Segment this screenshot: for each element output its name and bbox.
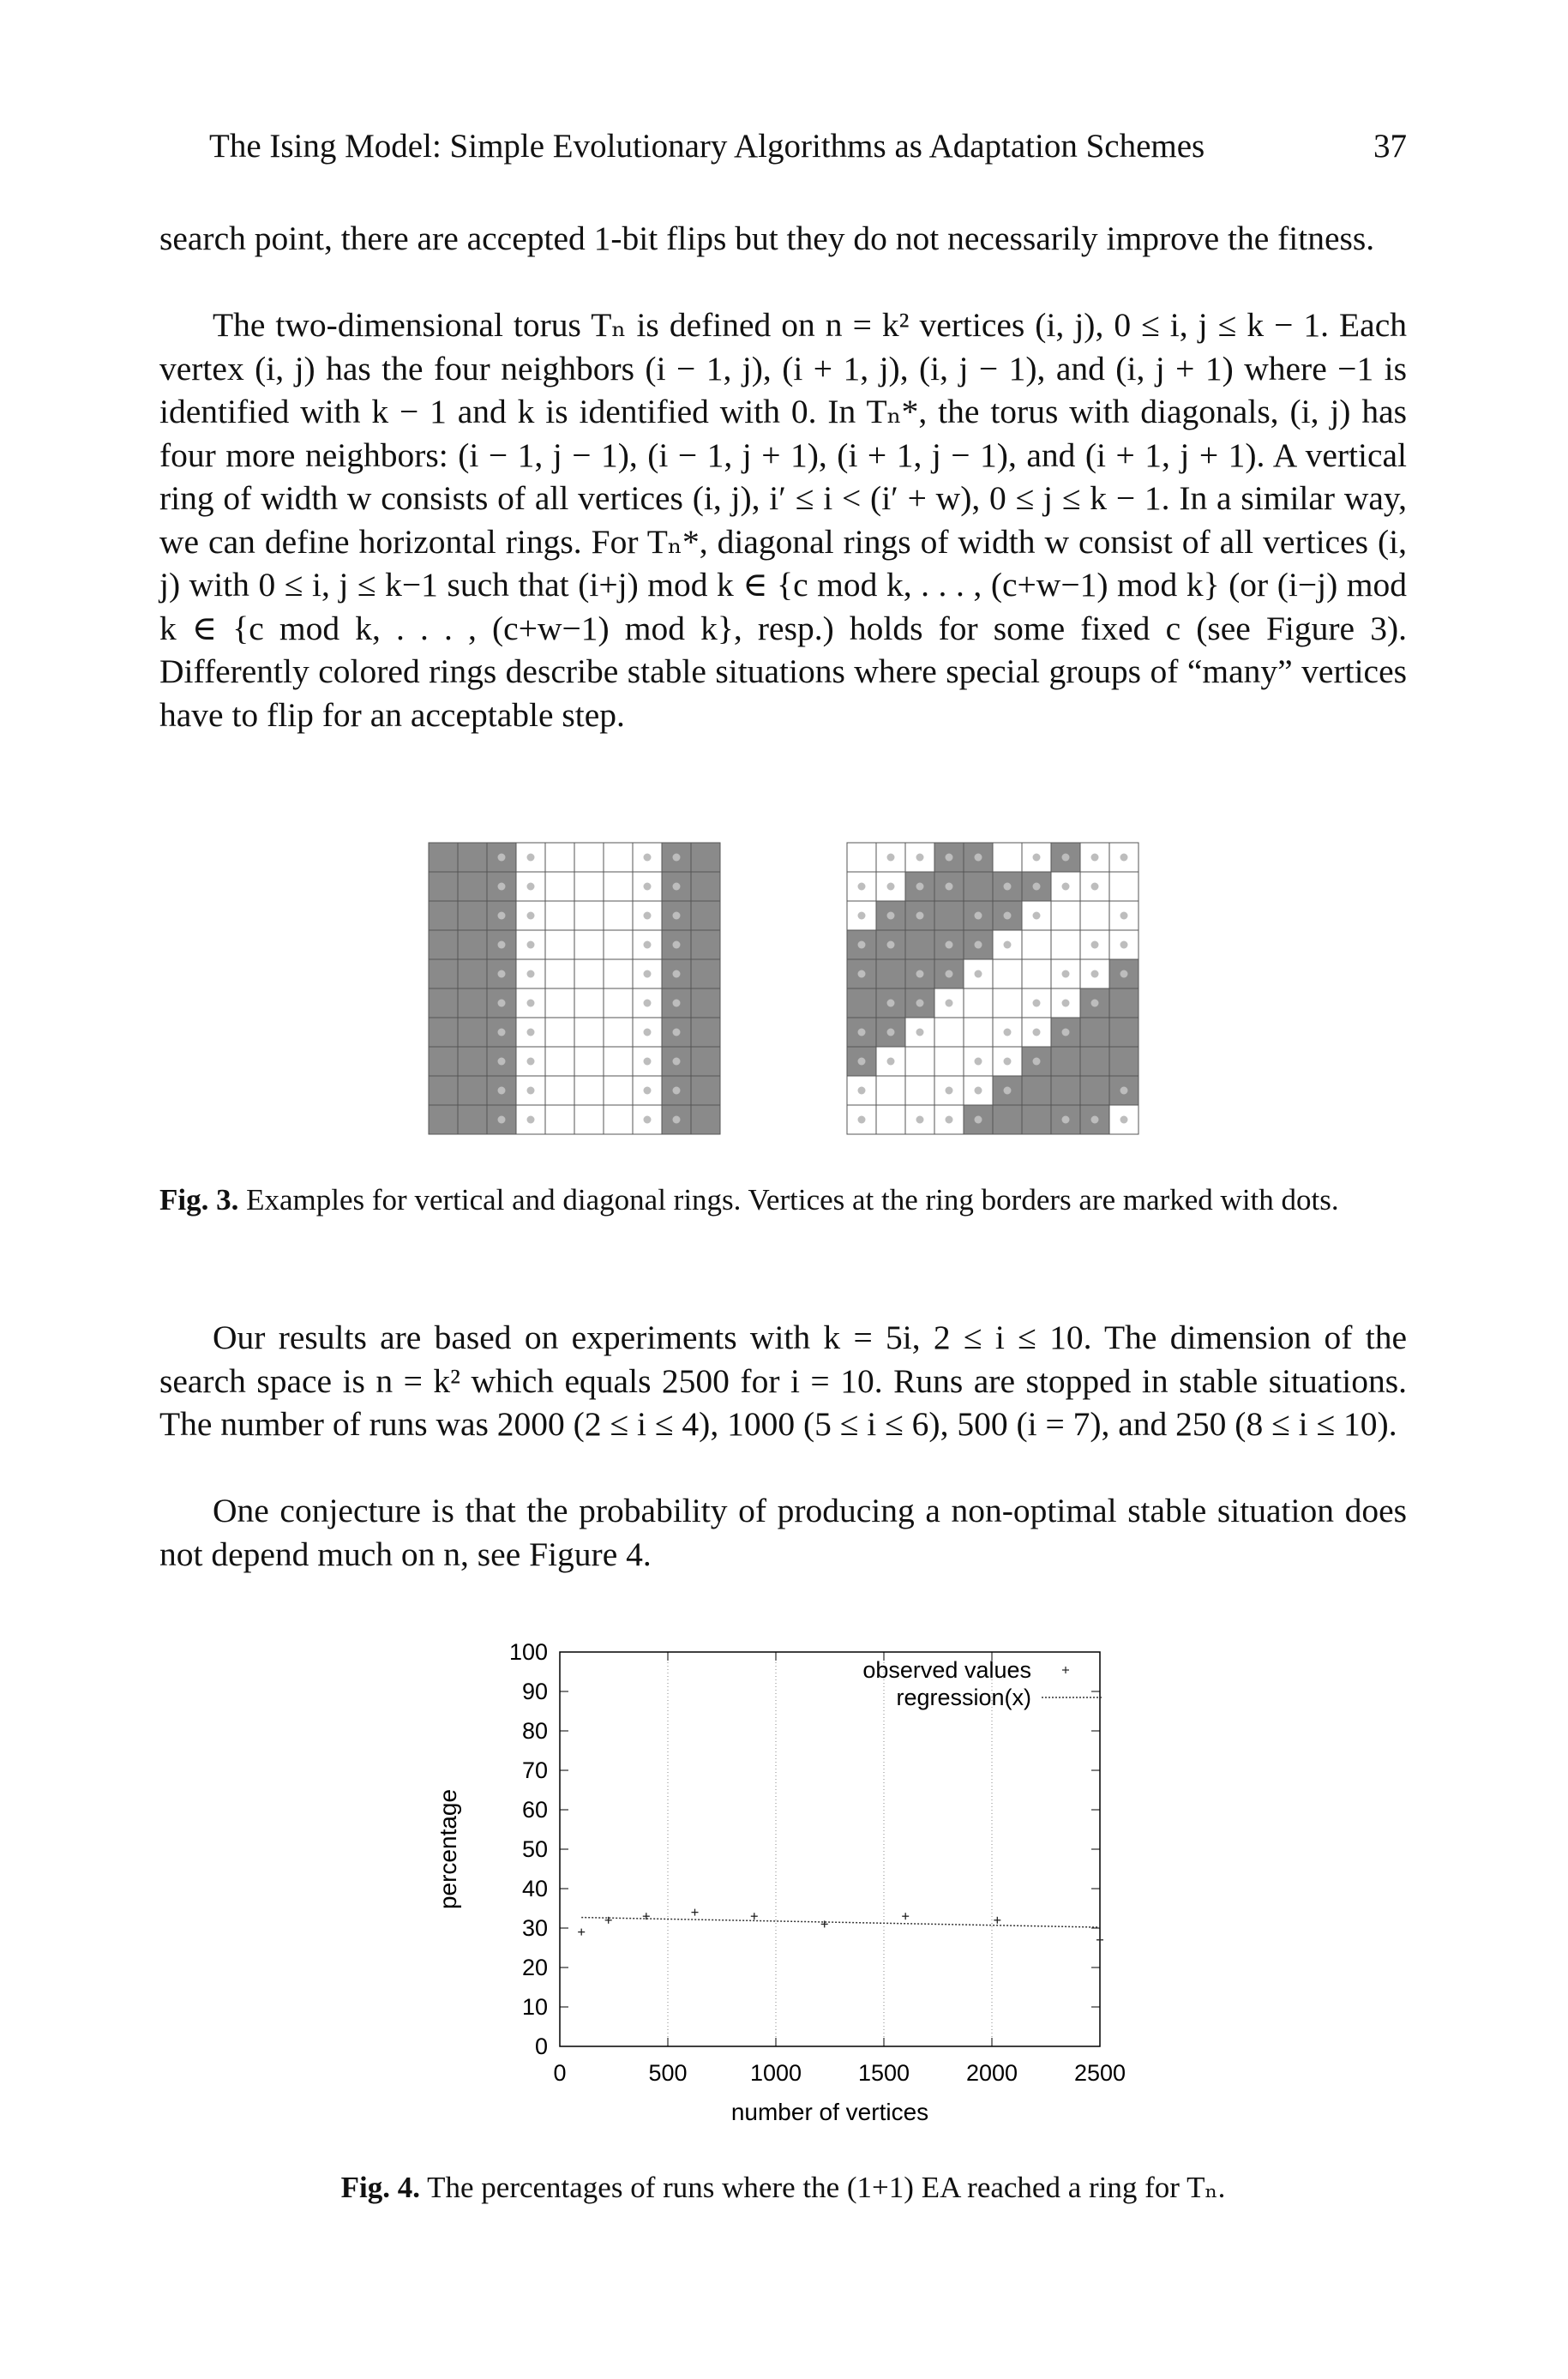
grid-cell bbox=[934, 901, 964, 930]
grid-cell bbox=[691, 1018, 720, 1047]
grid-cell bbox=[545, 843, 574, 872]
figure-3-label: Fig. 3. bbox=[159, 1183, 239, 1217]
grid-cell bbox=[604, 1076, 633, 1105]
border-dot bbox=[1062, 1029, 1070, 1036]
border-dot bbox=[975, 970, 982, 978]
paragraph-1 bbox=[159, 217, 1407, 261]
grid-cell bbox=[429, 901, 458, 930]
border-dot bbox=[673, 941, 681, 949]
border-dot bbox=[916, 1116, 924, 1124]
border-dot bbox=[1062, 970, 1070, 978]
border-dot bbox=[858, 970, 866, 978]
grid-cell bbox=[691, 1076, 720, 1105]
border-dot bbox=[887, 883, 895, 891]
border-dot bbox=[673, 854, 681, 862]
grid-cell bbox=[1051, 901, 1080, 930]
y-tick-label: 80 bbox=[521, 1718, 548, 1744]
border-dot bbox=[1033, 1058, 1041, 1066]
grid-cell bbox=[574, 1076, 604, 1105]
grid-cell bbox=[545, 959, 574, 988]
figure-3-caption-text: Examples for vertical and diagonal rings. Vertices at the ring borders are marked with dots. bbox=[246, 1183, 1339, 1217]
percentage-chart bbox=[403, 1629, 1157, 2143]
grid-cell bbox=[458, 988, 487, 1018]
grid-cell bbox=[691, 901, 720, 930]
grid-cell bbox=[574, 843, 604, 872]
grid-cell bbox=[691, 988, 720, 1018]
figure-3-caption bbox=[159, 1181, 1407, 1219]
y-tick-label: 90 bbox=[521, 1679, 548, 1704]
border-dot bbox=[1062, 1000, 1070, 1007]
border-dot bbox=[1004, 1029, 1012, 1036]
border-dot bbox=[1120, 1087, 1128, 1095]
grid-cell bbox=[876, 1076, 905, 1105]
grid-cell bbox=[574, 901, 604, 930]
grid-cell bbox=[964, 1018, 993, 1047]
x-axis-label: number of vertices bbox=[730, 2099, 929, 2125]
grid-cell bbox=[1109, 1018, 1138, 1047]
grid-cell bbox=[691, 843, 720, 872]
grid-cell bbox=[545, 901, 574, 930]
border-dot bbox=[916, 854, 924, 862]
border-dot bbox=[916, 912, 924, 920]
border-dot bbox=[1004, 912, 1012, 920]
border-dot bbox=[946, 1087, 953, 1095]
legend-observed-marker bbox=[1062, 1667, 1069, 1673]
border-dot bbox=[858, 1029, 866, 1036]
border-dot bbox=[1033, 1029, 1041, 1036]
y-tick-label: 40 bbox=[521, 1876, 548, 1901]
x-tick-label: 1500 bbox=[857, 2060, 910, 2086]
grid-cell bbox=[458, 901, 487, 930]
x-tick-label: 500 bbox=[648, 2060, 688, 2086]
page-number: 37 bbox=[1373, 128, 1407, 165]
border-dot bbox=[1091, 941, 1099, 949]
legend-regression-label: regression(x) bbox=[896, 1685, 1031, 1710]
border-dot bbox=[975, 912, 982, 920]
grid-cell bbox=[691, 872, 720, 901]
grid-cell bbox=[574, 1047, 604, 1076]
border-dot bbox=[527, 1029, 535, 1036]
grid-cell bbox=[429, 930, 458, 959]
grid-cell bbox=[905, 930, 934, 959]
grid-cell bbox=[458, 1047, 487, 1076]
border-dot bbox=[498, 1087, 506, 1095]
border-dot bbox=[975, 941, 982, 949]
border-dot bbox=[1091, 970, 1099, 978]
border-dot bbox=[916, 1000, 924, 1007]
grid-cell bbox=[604, 1018, 633, 1047]
border-dot bbox=[1120, 912, 1128, 920]
grid-cell bbox=[429, 1018, 458, 1047]
grid-cell bbox=[1022, 959, 1051, 988]
grid-cell bbox=[545, 1076, 574, 1105]
grid-cell bbox=[1080, 1047, 1109, 1076]
x-tick-label: 0 bbox=[553, 2060, 567, 2086]
border-dot bbox=[858, 1087, 866, 1095]
grid-cell bbox=[604, 901, 633, 930]
border-dot bbox=[527, 941, 535, 949]
border-dot bbox=[975, 1116, 982, 1124]
grid-cell bbox=[1080, 1076, 1109, 1105]
data-point bbox=[692, 1909, 699, 1916]
grid-cell bbox=[1080, 901, 1109, 930]
grid-cell bbox=[545, 1018, 574, 1047]
grid-cell bbox=[691, 959, 720, 988]
grid-cell bbox=[1051, 1076, 1080, 1105]
border-dot bbox=[1033, 912, 1041, 920]
border-dot bbox=[887, 941, 895, 949]
grid-cell bbox=[847, 988, 876, 1018]
border-dot bbox=[887, 912, 895, 920]
border-dot bbox=[498, 854, 506, 862]
grid-cell bbox=[429, 1105, 458, 1134]
border-dot bbox=[1004, 1087, 1012, 1095]
grid-cell bbox=[458, 1018, 487, 1047]
border-dot bbox=[527, 912, 535, 920]
border-dot bbox=[644, 941, 652, 949]
grid-cell bbox=[876, 959, 905, 988]
grid-cell bbox=[574, 959, 604, 988]
running-header bbox=[209, 127, 1407, 170]
border-dot bbox=[498, 1029, 506, 1036]
y-tick-label: 10 bbox=[521, 1994, 548, 2020]
border-dot bbox=[1004, 941, 1012, 949]
border-dot bbox=[498, 883, 506, 891]
border-dot bbox=[673, 912, 681, 920]
border-dot bbox=[887, 1000, 895, 1007]
paragraph-1-text: search point, there are accepted 1-bit flips but they do not necessarily improve the fitness. bbox=[159, 219, 1375, 257]
border-dot bbox=[975, 854, 982, 862]
border-dot bbox=[673, 1058, 681, 1066]
grid-cell bbox=[574, 1105, 604, 1134]
grid-cell bbox=[574, 1018, 604, 1047]
grid-cell bbox=[545, 930, 574, 959]
grid-cell bbox=[429, 843, 458, 872]
grid-cell bbox=[458, 872, 487, 901]
grid-cell bbox=[934, 1047, 964, 1076]
diagonal-ring-grid bbox=[844, 840, 1141, 1137]
paragraph-2-text: The two-dimensional torus Tₙ is defined on n = k² vertices (i, j), 0 ≤ i, j ≤ k − 1. Each vertex (i, j) has the four neighbors (i − 1, j), (i + 1, j), (i, j − 1), and (i, j + 1) where −1 is identified with k − 1 and k is identified with 0. In Tₙ*, the torus with diagonals, (i, j) has four more neighbors: (i − 1, j − 1), (i − 1, j + 1), (i + 1, j − 1), and (i + 1, j + 1). A vertical ring of width w consists of all vertices (i, j), i′ ≤ i < (i′ + w), 0 ≤ j ≤ k − 1. In a similar way, we can define horizontal rings. For Tₙ*, diagonal rings of width w consist of all vertices (i, j) with 0 ≤ i, j ≤ k−1 such that (i+j) mod k ∈ {c mod k, . . . , (c+w−1) mod k} (or (i−j) mod k ∈ {c mod k, . . . , (c+w−1) mod k}, resp.) holds for some fixed c (see Figure 3). Differently colored rings describe stable situations where special groups of “many” vertices have to flip for an acceptable step. bbox=[159, 306, 1407, 734]
border-dot bbox=[498, 1058, 506, 1066]
border-dot bbox=[916, 970, 924, 978]
data-point bbox=[994, 1917, 1000, 1924]
x-tick-label: 2500 bbox=[1073, 2060, 1126, 2086]
border-dot bbox=[498, 1116, 506, 1124]
border-dot bbox=[858, 941, 866, 949]
x-tick-label: 1000 bbox=[749, 2060, 802, 2086]
grid-cell bbox=[1109, 1047, 1138, 1076]
border-dot bbox=[644, 1029, 652, 1036]
grid-cell bbox=[429, 1076, 458, 1105]
grid-cell bbox=[847, 843, 876, 872]
border-dot bbox=[858, 1116, 866, 1124]
border-dot bbox=[1091, 883, 1099, 891]
grid-cell bbox=[458, 843, 487, 872]
y-tick-label: 70 bbox=[521, 1757, 548, 1783]
plot-frame bbox=[560, 1652, 1100, 2046]
grid-cell bbox=[934, 1018, 964, 1047]
border-dot bbox=[1120, 941, 1128, 949]
border-dot bbox=[887, 854, 895, 862]
border-dot bbox=[673, 1029, 681, 1036]
y-tick-label: 20 bbox=[521, 1955, 548, 1980]
grid-cell bbox=[1051, 1047, 1080, 1076]
grid-cell bbox=[1109, 988, 1138, 1018]
grid-cell bbox=[604, 1105, 633, 1134]
grid-cell bbox=[429, 872, 458, 901]
border-dot bbox=[527, 1058, 535, 1066]
grid-cell bbox=[574, 930, 604, 959]
border-dot bbox=[946, 941, 953, 949]
border-dot bbox=[858, 912, 866, 920]
grid-cell bbox=[1022, 1105, 1051, 1134]
border-dot bbox=[916, 883, 924, 891]
border-dot bbox=[673, 1000, 681, 1007]
border-dot bbox=[946, 1116, 953, 1124]
y-tick-label: 30 bbox=[521, 1915, 548, 1941]
regression-line bbox=[581, 1918, 1100, 1928]
border-dot bbox=[527, 854, 535, 862]
data-point bbox=[1096, 1937, 1103, 1943]
border-dot bbox=[916, 1029, 924, 1036]
border-dot bbox=[887, 1058, 895, 1066]
grid-cell bbox=[1022, 930, 1051, 959]
border-dot bbox=[946, 854, 953, 862]
border-dot bbox=[644, 1000, 652, 1007]
border-dot bbox=[644, 1087, 652, 1095]
paragraph-2 bbox=[159, 303, 1407, 736]
border-dot bbox=[673, 1087, 681, 1095]
border-dot bbox=[975, 1058, 982, 1066]
border-dot bbox=[527, 883, 535, 891]
y-tick-label: 0 bbox=[534, 2034, 548, 2059]
grid-cell bbox=[604, 959, 633, 988]
border-dot bbox=[673, 883, 681, 891]
grid-cell bbox=[604, 843, 633, 872]
border-dot bbox=[673, 1116, 681, 1124]
grid-cell bbox=[993, 988, 1022, 1018]
grid-cell bbox=[545, 1105, 574, 1134]
grid-cell bbox=[545, 988, 574, 1018]
border-dot bbox=[1091, 854, 1099, 862]
y-tick-label: 50 bbox=[521, 1836, 548, 1862]
border-dot bbox=[644, 1058, 652, 1066]
grid-cell bbox=[574, 988, 604, 1018]
figure-4-label: Fig. 4. bbox=[340, 2171, 420, 2204]
border-dot bbox=[527, 970, 535, 978]
grid-cell bbox=[1051, 930, 1080, 959]
border-dot bbox=[527, 1116, 535, 1124]
border-dot bbox=[946, 883, 953, 891]
border-dot bbox=[858, 1058, 866, 1066]
border-dot bbox=[946, 970, 953, 978]
border-dot bbox=[498, 970, 506, 978]
border-dot bbox=[498, 912, 506, 920]
grid-cell bbox=[458, 1076, 487, 1105]
y-tick-label: 60 bbox=[521, 1797, 548, 1823]
grid-cell bbox=[964, 872, 993, 901]
grid-cell bbox=[458, 959, 487, 988]
data-point bbox=[578, 1929, 585, 1936]
border-dot bbox=[1033, 1000, 1041, 1007]
border-dot bbox=[527, 1000, 535, 1007]
vertical-ring-grid bbox=[426, 840, 723, 1137]
grid-cell bbox=[993, 959, 1022, 988]
border-dot bbox=[1033, 854, 1041, 862]
grid-cell bbox=[691, 1105, 720, 1134]
grid-cell bbox=[964, 988, 993, 1018]
border-dot bbox=[1091, 1000, 1099, 1007]
border-dot bbox=[498, 941, 506, 949]
paragraph-4-text: One conjecture is that the probability of producing a non-optimal stable situation does not depend much on n, see Figure 4. bbox=[159, 1492, 1407, 1573]
border-dot bbox=[644, 970, 652, 978]
border-dot bbox=[1004, 883, 1012, 891]
grid-cell bbox=[604, 988, 633, 1018]
grid-cell bbox=[691, 1047, 720, 1076]
border-dot bbox=[1062, 883, 1070, 891]
border-dot bbox=[644, 912, 652, 920]
border-dot bbox=[946, 1000, 953, 1007]
grid-cell bbox=[993, 1105, 1022, 1134]
grid-cell bbox=[1109, 872, 1138, 901]
legend-observed-label: observed values bbox=[862, 1657, 1031, 1683]
grid-cell bbox=[429, 1047, 458, 1076]
data-point bbox=[751, 1913, 758, 1919]
grid-cell bbox=[905, 1076, 934, 1105]
data-point bbox=[902, 1913, 909, 1919]
border-dot bbox=[644, 883, 652, 891]
border-dot bbox=[644, 854, 652, 862]
border-dot bbox=[1033, 883, 1041, 891]
grid-cell bbox=[1080, 1018, 1109, 1047]
grid-cell bbox=[545, 1047, 574, 1076]
grid-cell bbox=[458, 1105, 487, 1134]
grid-cell bbox=[604, 930, 633, 959]
paragraph-3 bbox=[159, 1316, 1407, 1446]
grid-cell bbox=[545, 872, 574, 901]
y-tick-label: 100 bbox=[508, 1639, 548, 1665]
grid-cell bbox=[876, 1105, 905, 1134]
paragraph-3-text: Our results are based on experiments with k = 5i, 2 ≤ i ≤ 10. The dimension of the search space is n = k² which equals 2500 for i = 10. Runs are stopped in stable situations. The number of runs was 2000 (2 ≤ i ≤ 4), 1000 (5 ≤ i ≤ 6), 500 (i = 7), and 250 (8 ≤ i ≤ 10). bbox=[159, 1319, 1407, 1443]
y-axis-label: percentage bbox=[435, 1788, 461, 1910]
grid-cell bbox=[604, 1047, 633, 1076]
x-tick-label: 2000 bbox=[965, 2060, 1018, 2086]
border-dot bbox=[1062, 854, 1070, 862]
paragraph-4 bbox=[159, 1489, 1407, 1576]
running-title: The Ising Model: Simple Evolutionary Algorithms as Adaptation Schemes bbox=[209, 128, 1205, 165]
border-dot bbox=[498, 1000, 506, 1007]
border-dot bbox=[1091, 1116, 1099, 1124]
border-dot bbox=[1120, 854, 1128, 862]
border-dot bbox=[858, 883, 866, 891]
grid-cell bbox=[905, 1047, 934, 1076]
grid-cell bbox=[458, 930, 487, 959]
border-dot bbox=[1120, 970, 1128, 978]
border-dot bbox=[975, 1087, 982, 1095]
figure-4-caption-text: The percentages of runs where the (1+1) EA reached a ring for Tₙ. bbox=[427, 2171, 1226, 2204]
figure-4-caption bbox=[159, 2169, 1407, 2207]
grid-cell bbox=[429, 959, 458, 988]
border-dot bbox=[1062, 1116, 1070, 1124]
border-dot bbox=[527, 1087, 535, 1095]
grid-cell bbox=[691, 930, 720, 959]
grid-cell bbox=[1022, 1076, 1051, 1105]
border-dot bbox=[887, 1029, 895, 1036]
grid-cell bbox=[574, 872, 604, 901]
grid-cell bbox=[604, 872, 633, 901]
grid-cell bbox=[429, 988, 458, 1018]
border-dot bbox=[644, 1116, 652, 1124]
border-dot bbox=[1120, 1116, 1128, 1124]
border-dot bbox=[1004, 1058, 1012, 1066]
grid-cell bbox=[993, 843, 1022, 872]
border-dot bbox=[673, 970, 681, 978]
